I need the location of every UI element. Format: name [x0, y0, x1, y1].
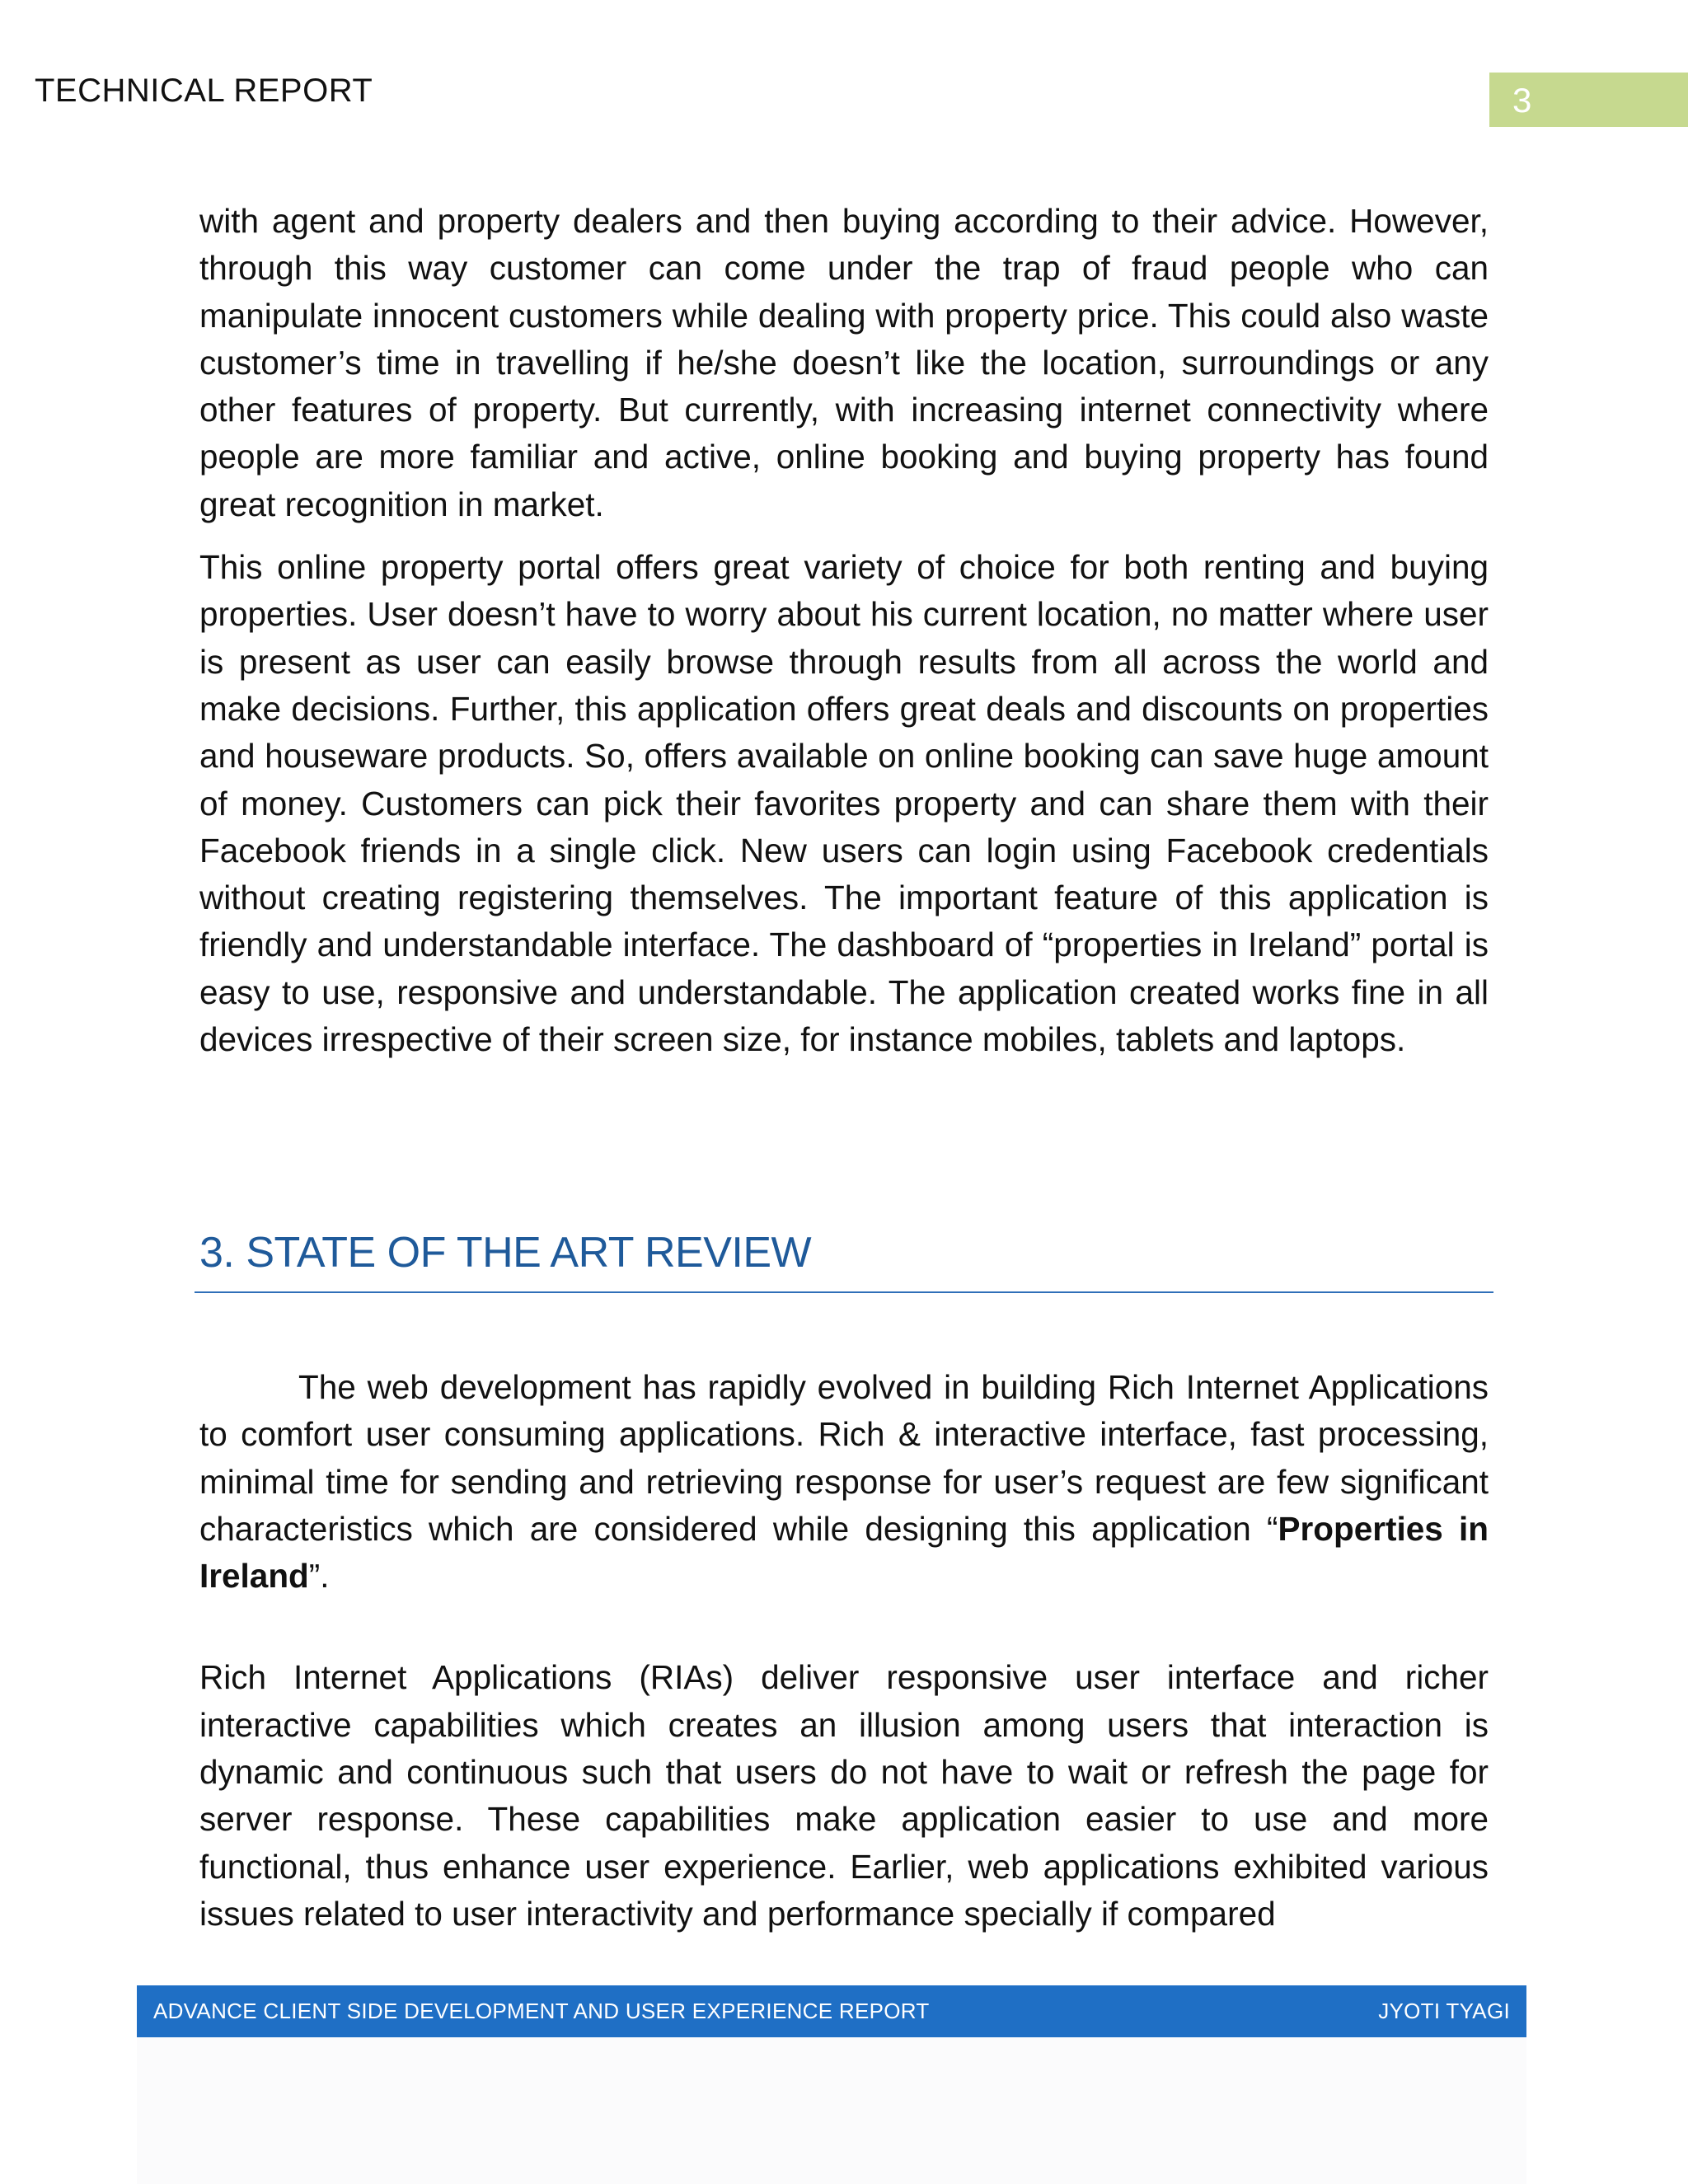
footer-bar	[137, 1985, 1526, 2037]
paragraph-3	[199, 1364, 1489, 1600]
page-number: 3	[1512, 81, 1532, 120]
section-heading-underline	[195, 1291, 1493, 1293]
section-body-text	[199, 1364, 1489, 1938]
paragraph-3-end: ”.	[308, 1557, 330, 1596]
paragraph-3-bold-title: Properties in Ireland	[199, 1509, 1489, 1596]
section-heading: 3. STATE OF THE ART REVIEW	[199, 1229, 812, 1277]
document-header-title: TECHNICAL REPORT	[35, 73, 373, 109]
footer-report-title: ADVANCE CLIENT SIDE DEVELOPMENT AND USER EXPERIENCE REPORT	[153, 1999, 930, 2023]
paragraph-2: This online property portal offers great variety of choice for both renting and buying properties. User doesn’t have to worry about his current location, no matter where user is present as user can easily browse through results from all across the world and make decisions. Further, this application offers great deals and discounts on properties and houseware products. So, offers available on online booking can save huge amount of money. Customers can pick their favorites property and can share them with their Facebook friends in a single click. New users can login using Facebook credentials without creating registering themselves. The important feature of this application is friendly and understandable interface. The dashboard of “properties in Ireland” portal is easy to use, responsive and understandable. The application created works fine in all devices irrespective of their screen size, for instance mobiles, tablets and laptops.	[199, 548, 1489, 1059]
paragraph-3-start: The web development has rapidly evolved in building Rich Internet Applications to comfort user consuming applications. Rich & interactive interface, fast processing, minimal time for sending and retrieving response for user’s request are few significant characteristics which are considered while designing this application “	[199, 1368, 1489, 1548]
paragraph-1: with agent and property dealers and then buying according to their advice. However, through this way customer can come under the trap of fraud people who can manipulate innocent customers while dealing with property price. This could also waste customer’s time in travelling if he/she doesn’t like the location, surroundings or any other features of property. But currently, with increasing internet connectivity where people are more familiar and active, online booking and buying property has found great recognition in market.	[199, 202, 1489, 523]
page-bottom-margin	[137, 2037, 1526, 2184]
body-text	[199, 198, 1489, 1063]
paragraph-4: Rich Internet Applications (RIAs) deliver responsive user interface and richer interactive capabilities which creates an illusion among users that interaction is dynamic and continuous such that users do not have to wait or refresh the page for server response. These capabilities make application easier to use and more functional, thus enhance user experience. Earlier, web applications exhibited various issues related to user interactivity and performance specially if compared	[199, 1658, 1489, 1933]
footer-author: JYOTI TYAGI	[1378, 1999, 1510, 2023]
page-number-box	[1489, 73, 1688, 127]
